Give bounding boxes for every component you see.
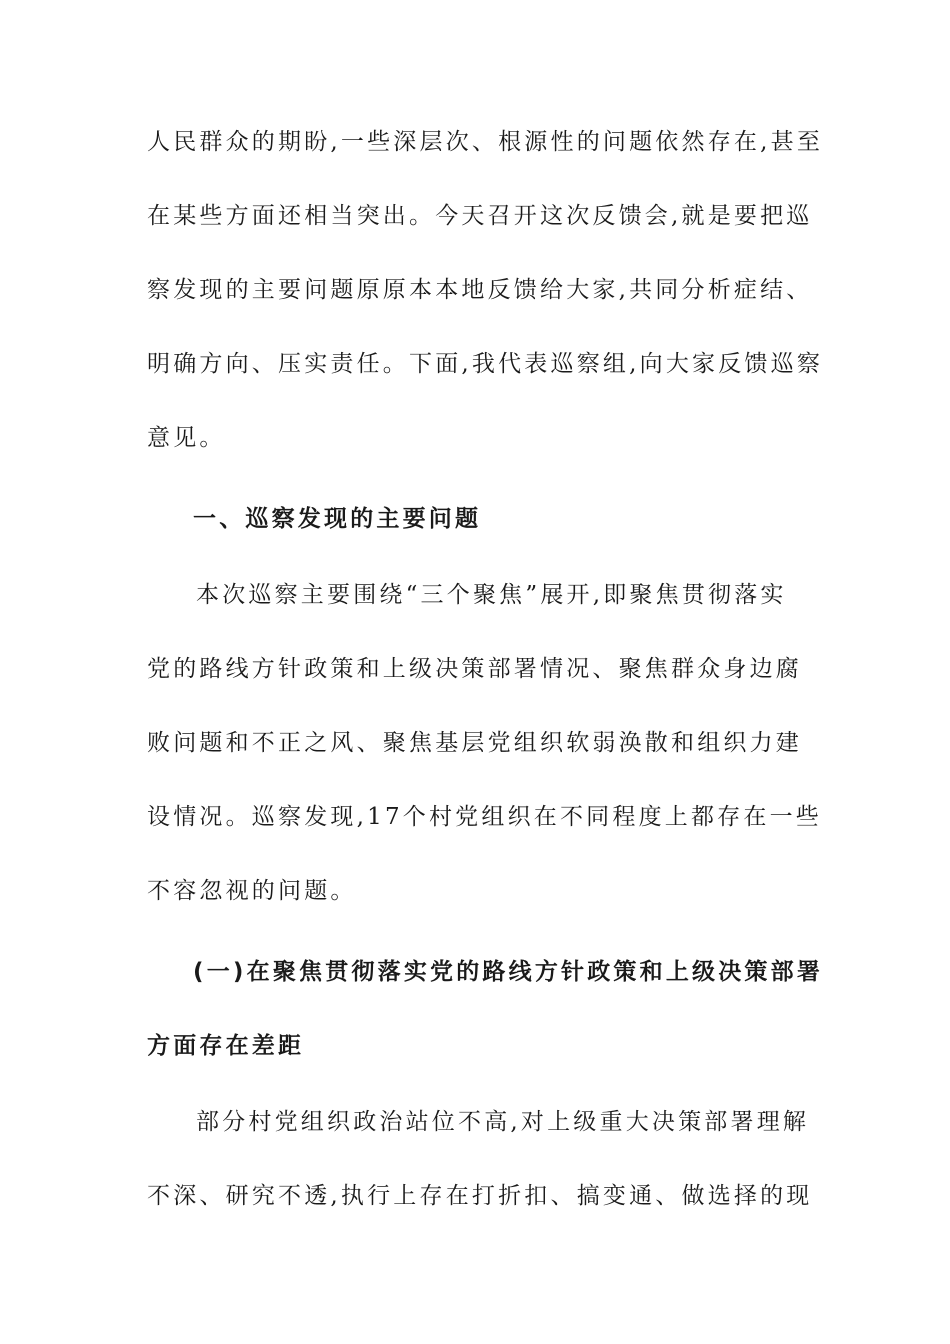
- paragraph-line: 意见。: [147, 425, 226, 451]
- paragraph-line: 部分村党组织政治站位不高,对上级重大决策部署理解: [196, 1109, 810, 1135]
- paragraph-line: 在某些方面还相当突出。今天召开这次反馈会,就是要把巡: [147, 203, 813, 229]
- paragraph-line: 党的路线方针政策和上级决策部署情况、聚焦群众身边腐: [147, 656, 802, 682]
- paragraph-line: 不深、研究不透,执行上存在打折扣、搞变通、做选择的现: [147, 1183, 813, 1209]
- subsection-heading: (一)在聚焦贯彻落实党的路线方针政策和上级决策部署: [193, 959, 824, 985]
- paragraph-line: 设情况。巡察发现,17个村党组织在不同程度上都存在一些: [147, 804, 822, 830]
- section-heading: 一、巡察发现的主要问题: [193, 506, 482, 532]
- paragraph-line: 本次巡察主要围绕“三个聚焦”展开,即聚焦贯彻落实: [196, 582, 787, 608]
- paragraph-line: 败问题和不正之风、聚焦基层党组织软弱涣散和组织力建: [147, 730, 802, 756]
- paragraph-line: 人民群众的期盼,一些深层次、根源性的问题依然存在,甚至: [147, 129, 824, 155]
- paragraph-line: 察发现的主要问题原原本本地反馈给大家,共同分析症结、: [147, 277, 813, 303]
- subsection-heading-continued: 方面存在差距: [147, 1033, 305, 1059]
- paragraph-line: 明确方向、压实责任。下面,我代表巡察组,向大家反馈巡察: [147, 351, 824, 377]
- paragraph-line: 不容忽视的问题。: [147, 878, 357, 904]
